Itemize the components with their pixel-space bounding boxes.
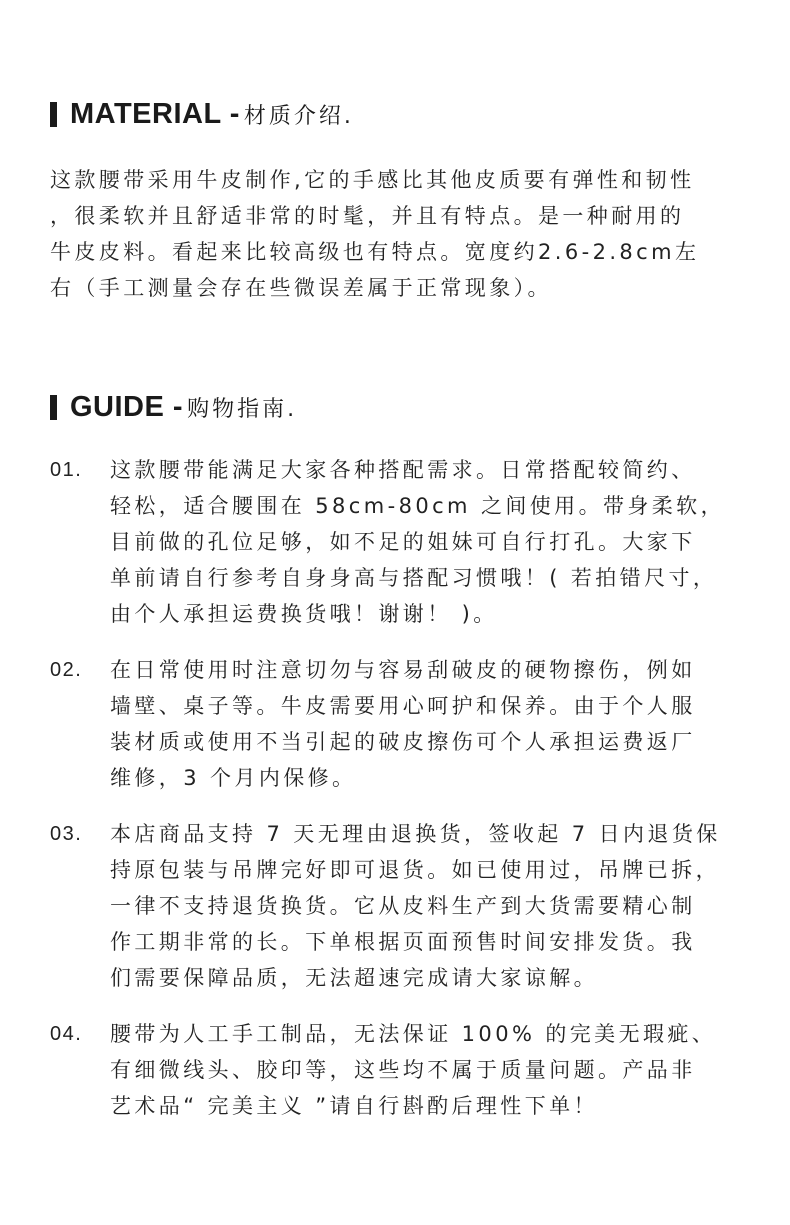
material-heading <box>50 99 354 129</box>
material-line: 右（手工测量会存在些微误差属于正常现象）。 <box>50 276 552 300</box>
guide-line: 轻松，适合腰围在 58cm-80cm 之间使用。带身柔软， <box>110 494 725 518</box>
guide-line: 们需要保障品质，无法超速完成请大家谅解。 <box>110 966 598 990</box>
guide-line: 有细微线头、胶印等，这些均不属于质量问题。产品非 <box>110 1058 696 1082</box>
material-heading-bar <box>50 102 57 127</box>
guide-line: 持原包装与吊牌完好即可退货。如已使用过，吊牌已拆， <box>110 858 720 882</box>
guide-item-number: 03. <box>50 823 83 845</box>
guide-line: 作工期非常的长。下单根据页面预售时间安排发货。我 <box>110 930 696 954</box>
guide-item-text <box>110 1016 750 1124</box>
guide-line: 装材质或使用不当引起的破皮擦伤可个人承担运费返厂 <box>110 730 696 754</box>
guide-item-03 <box>50 816 750 996</box>
guide-heading-en: GUIDE - <box>70 390 184 423</box>
guide-line: 艺术品“ 完美主义 ”请自行斟酌后理性下单！ <box>110 1094 598 1118</box>
guide-line: 墙壁、桌子等。牛皮需要用心呵护和保养。由于个人服 <box>110 694 696 718</box>
material-heading-en: MATERIAL - <box>70 97 240 130</box>
material-line: 这款腰带采用牛皮制作,它的手感比其他皮质要有弹性和韧性 <box>50 168 695 192</box>
guide-heading-bar <box>50 395 57 420</box>
guide-line: 由个人承担运费换货哦！谢谢！ )。 <box>110 602 498 626</box>
guide-heading-cn: 购物指南. <box>187 396 298 422</box>
material-description <box>50 162 750 306</box>
guide-item-number: 01. <box>50 459 83 481</box>
guide-item-number: 02. <box>50 659 83 681</box>
guide-item-text <box>110 816 750 996</box>
guide-item-number: 04. <box>50 1023 83 1045</box>
guide-item-01 <box>50 452 750 632</box>
guide-item-text <box>110 652 750 796</box>
guide-heading <box>50 392 297 422</box>
guide-line: 一律不支持退货换货。它从皮料生产到大货需要精心制 <box>110 894 696 918</box>
guide-item-text <box>110 452 750 632</box>
material-line: ，很柔软并且舒适非常的时髦，并且有特点。是一种耐用的 <box>50 204 685 228</box>
guide-line: 单前请自行参考自身身高与搭配习惯哦！( 若拍错尺寸， <box>110 566 718 590</box>
material-heading-cn: 材质介绍. <box>243 103 354 129</box>
guide-item-04 <box>50 1016 750 1124</box>
guide-line: 腰带为人工手工制品，无法保证 100% 的完美无瑕疵、 <box>110 1022 717 1046</box>
guide-line: 这款腰带能满足大家各种搭配需求。日常搭配较简约、 <box>110 458 696 482</box>
guide-item-02 <box>50 652 750 796</box>
guide-line: 本店商品支持 7 天无理由退换货，签收起 7 日内退货保 <box>110 822 721 846</box>
guide-list <box>50 452 750 1144</box>
guide-line: 维修，3 个月内保修。 <box>110 766 357 790</box>
guide-line: 在日常使用时注意切勿与容易刮破皮的硬物擦伤，例如 <box>110 658 696 682</box>
guide-line: 目前做的孔位足够，如不足的姐妹可自行打孔。大家下 <box>110 530 696 554</box>
material-line: 牛皮皮料。看起来比较高级也有特点。宽度约2.6-2.8cm左 <box>50 240 700 264</box>
